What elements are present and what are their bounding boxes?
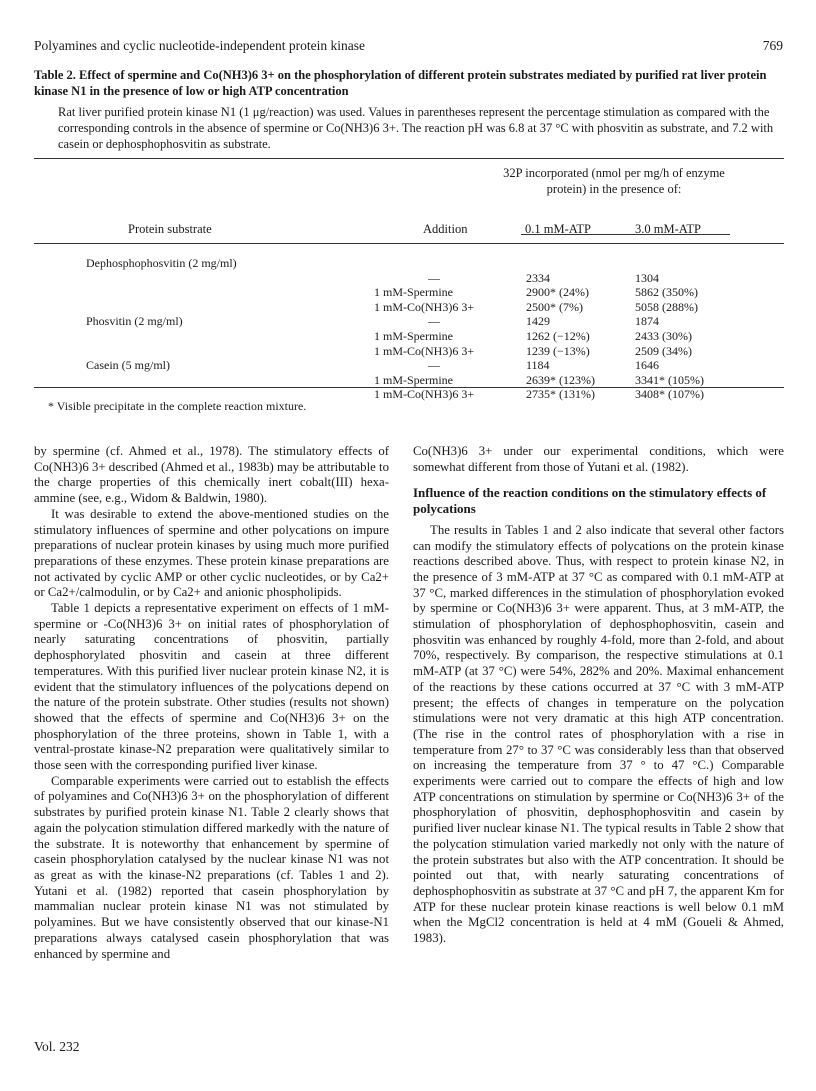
- cell-addition: —: [428, 358, 440, 373]
- cell-low-atp: 2500* (7%): [526, 299, 583, 314]
- table-caption: Table 2. Effect of spermine and Co(NH3)6 3+ on the phosphorylation of different protein substrates mediated by purified rat liver protein kinase N1 in the presence of low or high ATP concentration: [34, 68, 767, 98]
- cell-high-atp: 1646: [635, 358, 659, 373]
- table-row: [0, 300, 816, 315]
- cell-high-atp: 1304: [635, 270, 659, 285]
- cell-addition: —: [428, 314, 440, 329]
- table-col-addition: Addition: [423, 222, 468, 236]
- volume-footer: Vol. 232: [34, 1039, 80, 1054]
- cell-low-atp: 2334: [526, 270, 550, 285]
- table-bottom-rule: [34, 387, 784, 388]
- left-column: [34, 444, 389, 962]
- right-column: [413, 444, 784, 947]
- cell-low-atp: 2639* (123%): [526, 372, 595, 387]
- paragraph: Comparable experiments were carried out to establish the effects of polyamines and Co(NH3)6 3+ on the phosphorylation of different substrates by purified protein kinase N1. Table 2 clearly shows that again the polycation stimulation differed markedly with the nature of the substrate. It is noteworthy that enhancement by spermine of casein phosphorylation catalysed by the nuclear kinase N1 was not as great as with the kinase-N2 preparations (cf. Tables 1 and 2). Yutani et al. (1982) reported that casein phosphorylation by mammalian nuclear protein kinase N1 was not stimulated by polyamines. But we have consistently observed that our kinase-N1 preparations always catalysed casein phosphorylation that was enhanced by spermine and: [34, 773, 389, 961]
- cell-addition: 1 mM-Co(NH3)6 3+: [374, 387, 475, 402]
- cell-addition: 1 mM-Co(NH3)6 3+: [374, 299, 475, 314]
- table-header-rule: [34, 243, 784, 244]
- cell-high-atp: 3408* (107%): [635, 387, 704, 402]
- cell-high-atp: 2433 (30%): [635, 328, 692, 343]
- paragraph: by spermine (cf. Ahmed et al., 1978). The stimulatory effects of Co(NH3)6 3+ described (Ahmed et al., 1983b) may be attributable to the charge properties of this chemically inert cobalt(III) hexa-ammine (see, e.g., Widom & Baldwin, 1980).: [34, 444, 389, 506]
- cell-addition: 1 mM-Spermine: [374, 328, 453, 343]
- cell-high-atp: 2509 (34%): [635, 343, 692, 358]
- table-row: [0, 358, 816, 373]
- cell-addition: —: [428, 270, 440, 285]
- cell-low-atp: 2735* (131%): [526, 387, 595, 402]
- paragraph: Table 1 depicts a representative experiment on effects of 1 mM-spermine or -Co(NH3)6 3+ on initial rates of phosphorylation of nearly saturating concentrations of phosvitin, partially dephosphorylated phosvitin and casein at three different temperatures. With this purified liver nuclear protein kinase N2, it is evident that the stimulatory influences of the polycations depend on the nature of the protein substrate. Other studies (results not shown) showed that the effects of spermine and Co(NH3)6 3+ on the phosphorylation of the three proteins, shown in Table 1, with a ventral-prostate kinase-N2 preparation were qualitatively similar to those seen with the corresponding purified liver kinase.: [34, 601, 389, 773]
- cell-high-atp: 1874: [635, 314, 659, 329]
- table-group-header: 32P incorporated (nmol per mg/h of enzyme protein) in the presence of:: [503, 166, 725, 196]
- table-body: [0, 256, 816, 402]
- paragraph: Co(NH3)6 3+ under our experimental conditions, which were somewhat different from those of Yutani et al. (1982).: [413, 444, 784, 474]
- cell-addition: 1 mM-Co(NH3)6 3+: [374, 343, 475, 358]
- cell-low-atp: 1262 (−12%): [526, 328, 590, 343]
- table-col-low-atp: 0.1 mM-ATP: [525, 222, 591, 236]
- table-row: [0, 314, 816, 329]
- table-footnote: * Visible precipitate in the complete reaction mixture.: [48, 399, 307, 413]
- table-row: [0, 329, 816, 344]
- cell-low-atp: 1239 (−13%): [526, 343, 590, 358]
- cell-substrate: Dephosphophosvitin (2 mg/ml): [86, 256, 237, 270]
- page-number: 769: [762, 38, 783, 53]
- table-col-high-atp: 3.0 mM-ATP: [635, 222, 701, 236]
- cell-substrate: Casein (5 mg/ml): [86, 358, 170, 373]
- cell-low-atp: 1429: [526, 314, 550, 329]
- cell-addition: 1 mM-Spermine: [374, 285, 453, 300]
- cell-low-atp: 1184: [526, 358, 550, 373]
- table-row: [0, 271, 816, 286]
- paragraph: The results in Tables 1 and 2 also indicate that several other factors can modify the stimulatory effects of polycations on the protein kinase reactions described above. Thus, with respect to protein kinase N2, in the presence of 3 mM-ATP at 37 °C as compared with 0.1 mM-ATP at 37 °C, marked differences in the stimulation of phosphorylation evoked by spermine or Co(NH3)6 3+ were apparent. Thus, at 3 mM-ATP, the stimulation of phosphorylation of dephosphophosvitin, casein and phosvitin was enhanced by roughly 4-fold, more than 2-fold, and about 70%, respectively. By comparison, the respective stimulations at 0.1 mM-ATP (at 37 °C) were 54%, 282% and 20%. Maximal enhancement of the reactions by these cations occurred at 37 °C with 3 mM-ATP present; the effects of changes in temperature on the polycation stimulations were not very dramatic at this high ATP concentration. (The rise in the control rates of phosphorylation with a rise in temperature from 27° to 37 °C was considerably less than that observed on increasing the temperature from 37 ° to 47 °C.) Comparable experiments were carried out to compare the effects of high and low ATP concentrations on stimulation by spermine or Co(NH3)6 3+ of the phosphorylation of phosvitin, dephosphophosvitin and casein by purified liver nuclear kinase N1. The typical results in Table 2 show that the polycation stimulation varied markedly not only with the nature of the protein substrates but also with the ATP concentration. It should be pointed out that, with nearly saturating concentrations of dephosphophosvitin as substrate at 37 °C and pH 7, the apparent Km for ATP for these nuclear protein kinase reactions is well below 0.1 mM when the MgCl2 concentration is held at 4 mM (Goueli & Ahmed, 1983).: [413, 522, 784, 946]
- section-heading: Influence of the reaction conditions on the stimulatory effects of polycations: [413, 485, 767, 517]
- table-row: [0, 256, 816, 271]
- cell-substrate: Phosvitin (2 mg/ml): [86, 314, 183, 329]
- cell-high-atp: 3341* (105%): [635, 372, 704, 387]
- cell-high-atp: 5058 (288%): [635, 299, 698, 314]
- table-row: [0, 344, 816, 359]
- table-note: Rat liver purified protein kinase N1 (1 μg/reaction) was used. Values in parentheses represent the percentage stimulation as compared with the corresponding controls in the absence of spermine or Co(NH3)6 3+. The reaction pH was 6.8 at 37 °C with phosvitin as substrate, and 7.2 with casein or dephosphophosvitin as substrate.: [58, 105, 774, 151]
- table-top-rule: [34, 158, 784, 159]
- cell-high-atp: 5862 (350%): [635, 285, 698, 300]
- cell-low-atp: 2900* (24%): [526, 285, 589, 300]
- table-col-protein: Protein substrate: [128, 222, 212, 236]
- running-head: Polyamines and cyclic nucleotide-independent protein kinase: [34, 38, 366, 53]
- table-row: [0, 285, 816, 300]
- paragraph: It was desirable to extend the above-mentioned studies on the stimulatory influences of spermine and other polycations on impure preparations of nuclear protein kinases by using much more purified preparations of these enzymes. These protein kinase preparations are not activated by cyclic AMP or other cyclic nucleotides, or by Ca2+ or Ca2+/calmodulin, or by Ca2+ and anionic phospholipids.: [34, 506, 389, 600]
- cell-addition: 1 mM-Spermine: [374, 372, 453, 387]
- table-row: [0, 373, 816, 388]
